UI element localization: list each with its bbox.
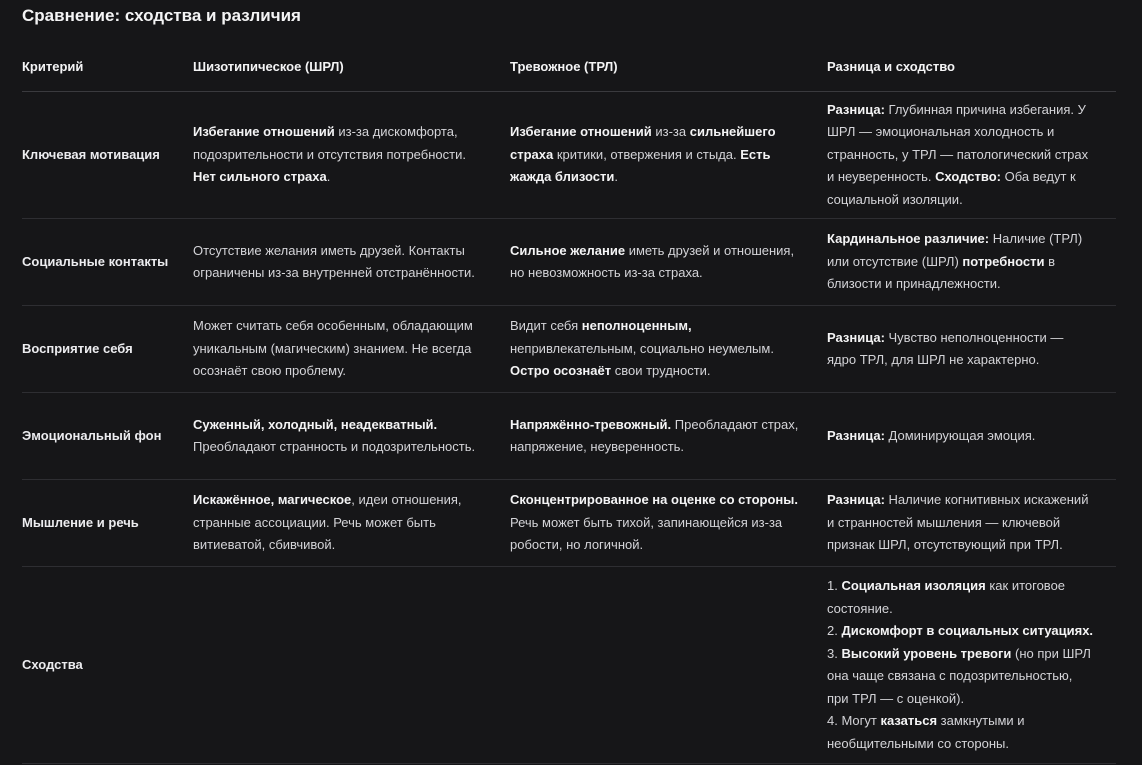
cell-criterion: Социальные контакты — [22, 219, 193, 306]
comparison-table — [22, 33, 1116, 764]
cell-difference — [827, 306, 1116, 393]
header-difference: Разница и сходство — [827, 33, 1116, 92]
bold-text: Суженный, холодный, неадекватный. — [193, 416, 438, 432]
text: Преобладают странность и подозрительность. — [193, 439, 476, 454]
section-title: Сравнение: сходства и различия — [22, 6, 301, 25]
text: , идеи отношения, странные ассоциации. Речь может быть витиеватой, сбивчивой. — [193, 492, 462, 553]
bold-text: Искажённое, магическое — [193, 492, 352, 508]
bold-text: казаться — [880, 713, 938, 728]
cell-criterion: Мышление и речь — [22, 480, 193, 567]
cell-schizotypal — [193, 393, 510, 480]
bold-text: Дискомфорт в социальных ситуациях. — [841, 623, 1094, 638]
similarities-list — [827, 575, 1096, 755]
text: Наличие (ТРЛ) или отсутствие (ШРЛ) — [827, 231, 1083, 269]
bold-text: Избегание отношений — [510, 124, 652, 140]
bold-text: потребности — [962, 253, 1045, 269]
list-item — [827, 643, 1096, 711]
bold-text: Остро осознаёт — [510, 363, 612, 379]
text: (но при ШРЛ она чаще связана с подозрительностью, при ТРЛ — с оценкой). — [827, 645, 1091, 706]
cell-criterion: Восприятие себя — [22, 306, 193, 393]
text: критики, отвержения и стыда. — [553, 146, 741, 162]
bold-text: Кардинальное различие: — [827, 231, 990, 247]
bold-text: Есть жажда близости — [510, 146, 771, 185]
cell-criterion: Сходства — [22, 567, 193, 764]
bold-text: Сильное желание — [510, 242, 626, 258]
header-criterion: Критерий — [22, 33, 193, 92]
cell-avoidant — [510, 92, 827, 219]
bold-text: Разница: — [827, 101, 885, 117]
bold-text: Нет сильного страха — [193, 169, 327, 185]
text: Чувство неполноценности — ядро ТРЛ, для ШРЛ не характерно. — [827, 329, 1064, 367]
text: Преобладают страх, напряжение, неуверенность. — [510, 416, 799, 454]
text: Наличие когнитивных искажений и странностей мышления — ключевой признак ШРЛ, отсутствующий при ТРЛ. — [827, 492, 1089, 553]
bold-text: Разница: — [827, 329, 885, 345]
cell-difference — [827, 219, 1116, 306]
list-item — [827, 620, 1096, 643]
text: 3. — [827, 645, 842, 661]
text: . — [614, 169, 618, 185]
comparison-document — [22, 0, 1116, 764]
cell-avoidant — [510, 306, 827, 393]
text: замкнутыми и необщительными со стороны. — [827, 713, 1025, 751]
text: свои трудности. — [611, 363, 711, 379]
cell-schizotypal — [193, 92, 510, 219]
text: в близости и принадлежности. — [827, 253, 1056, 292]
bold-text: Сконцентрированное на оценке со стороны. — [510, 492, 798, 508]
text: 2. — [827, 623, 842, 638]
text: Оба ведут к социальной изоляции. — [827, 169, 1076, 207]
table-header-row — [22, 33, 1116, 92]
cell-avoidant — [510, 219, 827, 306]
text: Может считать себя особенным, обладающим уникальным (магическим) знанием. Не всегда осознаёт свою проблему. — [193, 318, 473, 379]
text: Отсутствие желания иметь друзей. Контакты ограничены из-за внутренней отстранённости. — [193, 242, 475, 280]
table-row — [22, 92, 1116, 219]
table-row — [22, 567, 1116, 764]
cell-schizotypal — [193, 567, 510, 764]
cell-criterion: Эмоциональный фон — [22, 393, 193, 480]
cell-avoidant — [510, 567, 827, 764]
cell-schizotypal — [193, 306, 510, 393]
text: как итоговое состояние. — [827, 578, 1066, 616]
text: из-за — [651, 124, 690, 140]
cell-schizotypal — [193, 480, 510, 567]
bold-text: Высокий уровень тревоги — [841, 645, 1012, 661]
cell-schizotypal — [193, 219, 510, 306]
cell-difference — [827, 393, 1116, 480]
list-item — [827, 575, 1096, 620]
text: . — [326, 169, 331, 185]
table-row — [22, 393, 1116, 480]
bold-text: Сходство: — [935, 169, 1001, 185]
text: Доминирующая эмоция. — [884, 427, 1036, 443]
text: из-за дискомфорта, подозрительности и отсутствия потребности. — [193, 124, 466, 162]
text: 1. — [827, 578, 842, 593]
cell-difference — [827, 567, 1116, 764]
text: Видит себя — [510, 318, 582, 334]
cell-difference — [827, 480, 1116, 567]
list-item — [827, 710, 1096, 755]
header-avoidant: Тревожное (ТРЛ) — [510, 33, 827, 92]
bold-text: Разница: — [827, 427, 885, 443]
bold-text: неполноценным, — [581, 318, 692, 334]
bold-text: Социальная изоляция — [841, 578, 986, 593]
bold-text: Разница: — [827, 492, 885, 508]
text: непривлекательным, социально неумелым. — [510, 340, 774, 356]
cell-difference — [827, 92, 1116, 219]
cell-criterion: Ключевая мотивация — [22, 92, 193, 219]
text: 4. Могут — [827, 713, 881, 728]
header-schizotypal: Шизотипическое (ШРЛ) — [193, 33, 510, 92]
text: иметь друзей и отношения, но невозможность из-за страха. — [510, 242, 795, 280]
table-row — [22, 306, 1116, 393]
cell-avoidant — [510, 480, 827, 567]
bold-text: сильнейшего страха — [510, 124, 776, 162]
table-row — [22, 219, 1116, 306]
text: Речь может быть тихой, запинающейся из-за робости, но логичной. — [510, 514, 783, 553]
table-row — [22, 480, 1116, 567]
bold-text: Избегание отношений — [193, 124, 335, 140]
text: Глубинная причина избегания. У ШРЛ — эмоциональная холодность и странность, у ТРЛ — патологический страх и неуверенность. — [827, 101, 1089, 185]
bold-text: Напряжённо-тревожный. — [510, 416, 672, 432]
cell-avoidant — [510, 393, 827, 480]
